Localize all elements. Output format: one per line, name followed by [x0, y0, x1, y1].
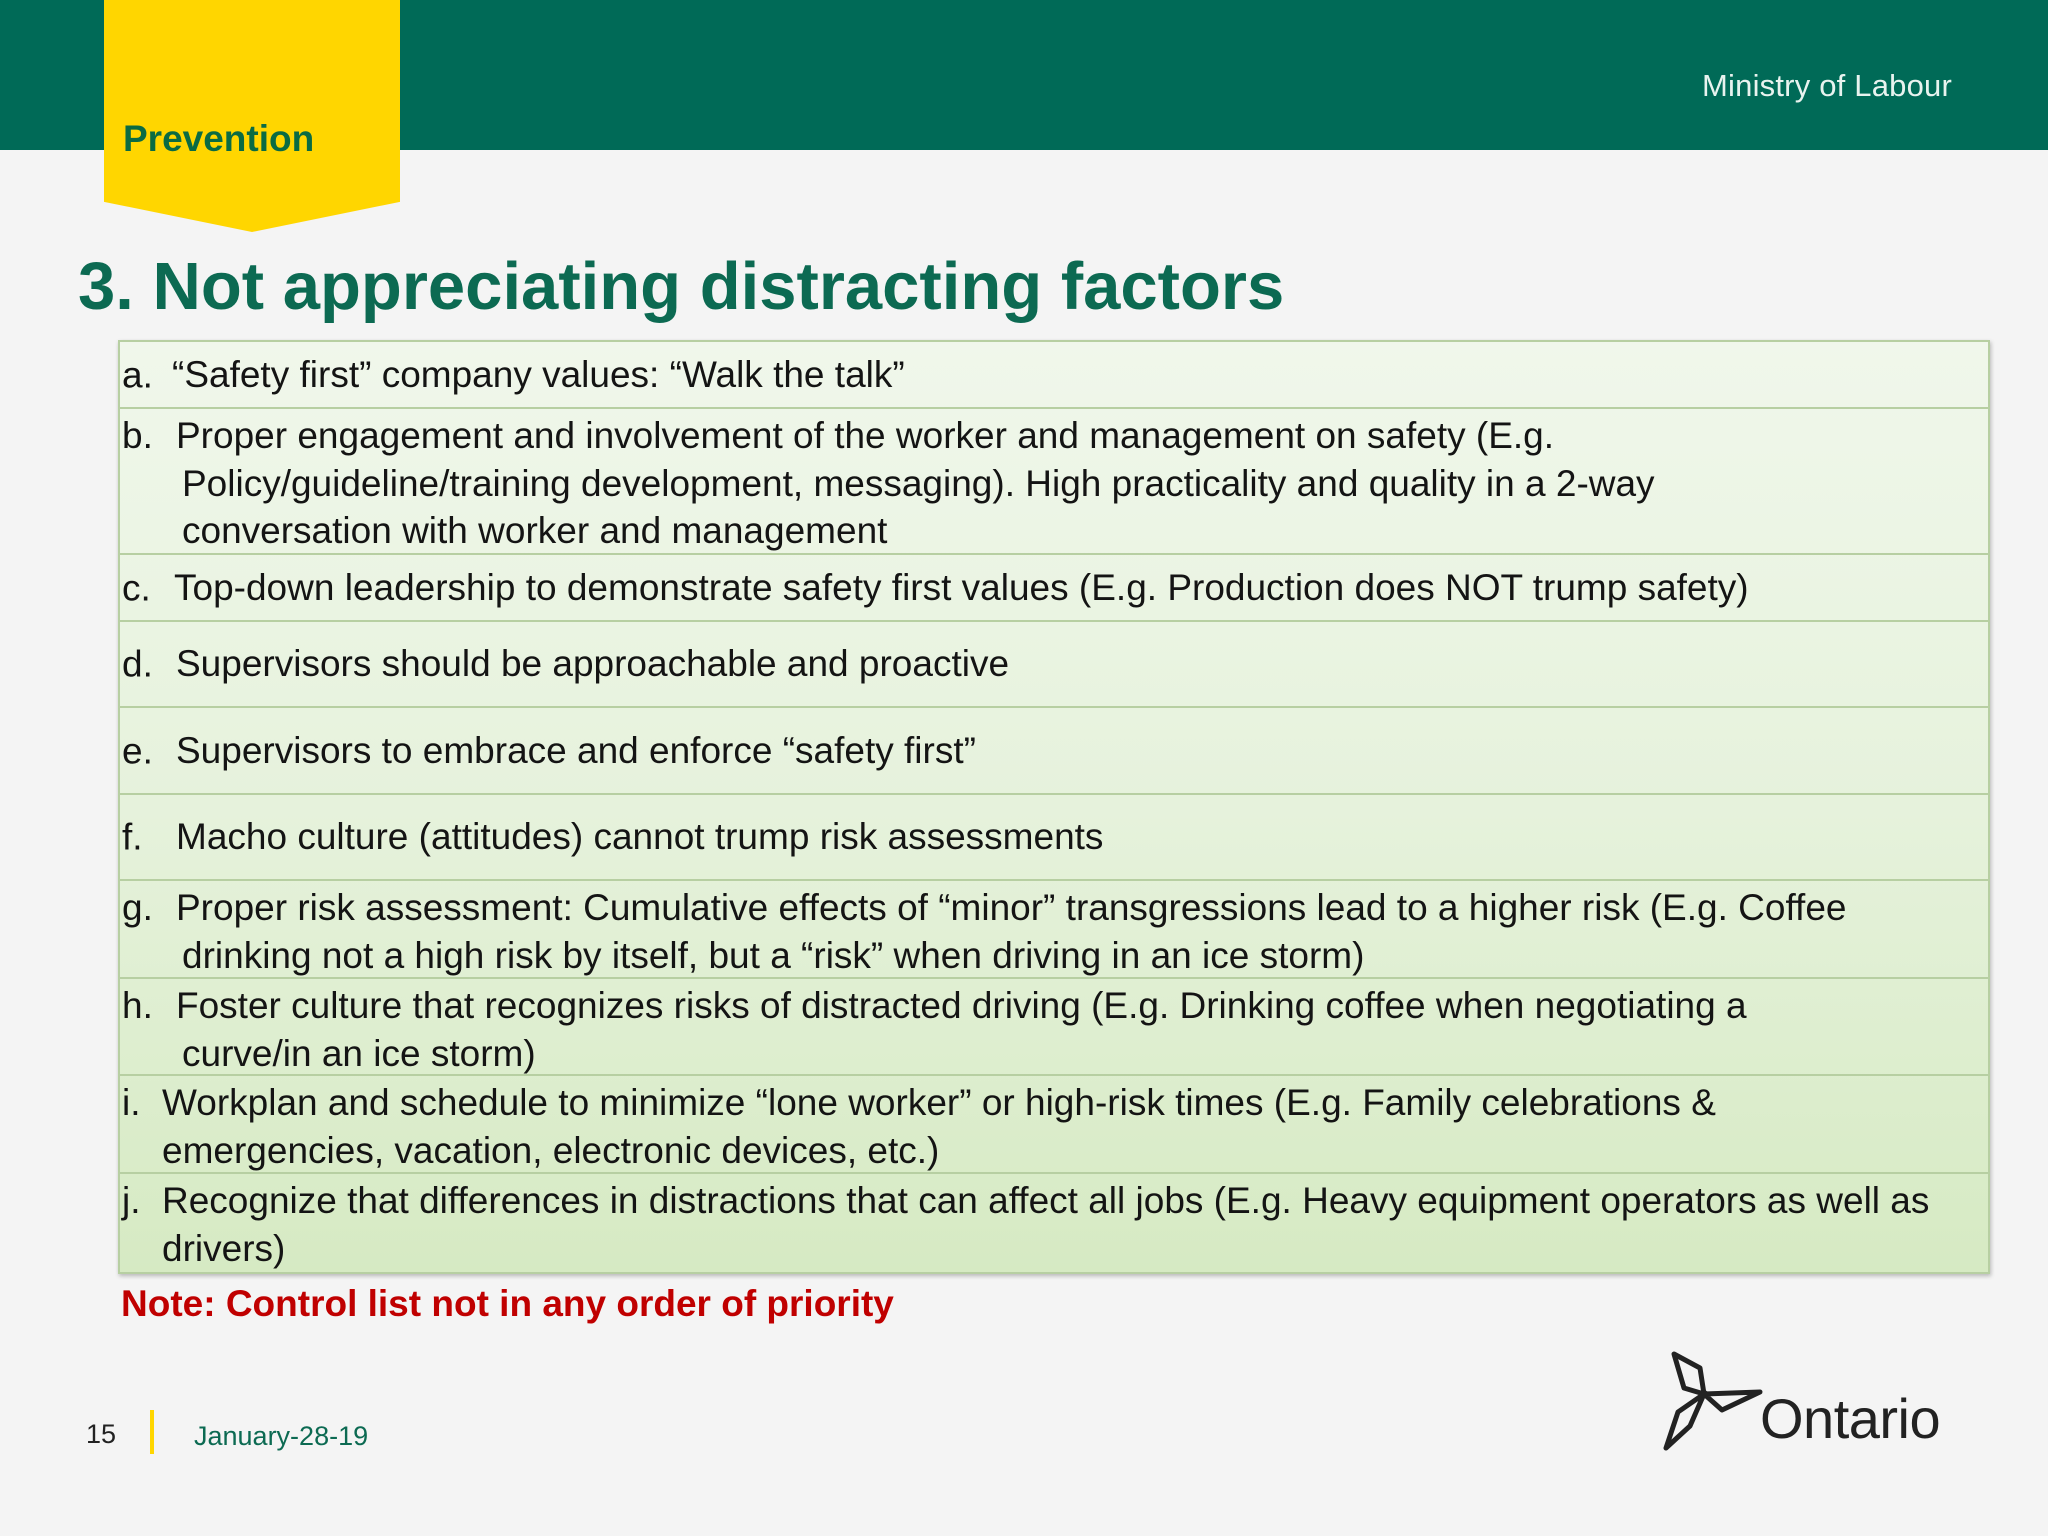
item-text: Macho culture (attitudes) cannot trump risk assessments [176, 816, 1104, 858]
item-marker: g. [122, 887, 153, 928]
item-marker: j. [122, 1180, 141, 1221]
table-row [120, 409, 1988, 555]
slide-date: January-28-19 [194, 1421, 369, 1451]
item-text: Supervisors should be approachable and proactive [176, 643, 1010, 685]
table-row [120, 795, 1988, 881]
trillium-icon [1660, 1348, 1770, 1458]
prevention-tab-label: Prevention [123, 118, 315, 159]
item-text: “Safety first” company values: “Walk the talk” [172, 353, 905, 395]
item-marker: h. [122, 985, 153, 1026]
item-marker: i. [122, 1082, 141, 1123]
page-number: 15 [86, 1419, 117, 1449]
table-row [120, 708, 1988, 795]
item-marker: b. [122, 415, 153, 456]
item-marker: c. [122, 566, 151, 608]
item-text: Top-down leadership to demonstrate safety first values (E.g. Production does NOT trump safety) [174, 566, 1749, 608]
controls-table [118, 340, 1990, 1274]
slide-title: 3. Not appreciating distracting factors [78, 249, 1285, 324]
table-row [120, 979, 1988, 1076]
item-marker: f. [122, 816, 143, 858]
table-row [120, 342, 1988, 409]
footer-divider [150, 1410, 154, 1454]
item-marker: e. [122, 729, 153, 771]
item-text: Proper engagement and involvement of the worker and management on safety (E.g. Policy/guideline/training development, messaging). High practicality and quality in a 2-way conversation with worker and management [176, 415, 1655, 551]
item-text: Foster culture that recognizes risks of distracted driving (E.g. Drinking coffee when negotiating a curve/in an ice storm) [176, 985, 1747, 1074]
ontario-wordmark: Ontario [1760, 1387, 1941, 1450]
item-text: Proper risk assessment: Cumulative effects of “minor” transgressions lead to a higher risk (E.g. Coffee drinking not a high risk by itself, but a “risk” when driving in an ice storm) [176, 887, 1847, 976]
table-row [120, 1076, 1988, 1174]
item-marker: d. [122, 643, 153, 685]
item-text: Workplan and schedule to minimize “lone worker” or high-risk times (E.g. Family celebrations & emergencies, vacation, electronic devices, etc.) [162, 1082, 1716, 1171]
table-row [120, 881, 1988, 979]
table-row [120, 1174, 1988, 1272]
item-marker: a. [122, 353, 153, 395]
ministry-name: Ministry of Labour [1702, 68, 1952, 103]
item-text: Recognize that differences in distractions that can affect all jobs (E.g. Heavy equipment operators as well as drivers) [162, 1180, 1930, 1269]
table-row [120, 622, 1988, 708]
prevention-tab [104, 0, 400, 232]
ontario-logo [1660, 1348, 1950, 1458]
item-text: Supervisors to embrace and enforce “safety first” [176, 729, 976, 771]
table-row [120, 555, 1988, 622]
priority-note: Note: Control list not in any order of priority [121, 1283, 894, 1324]
